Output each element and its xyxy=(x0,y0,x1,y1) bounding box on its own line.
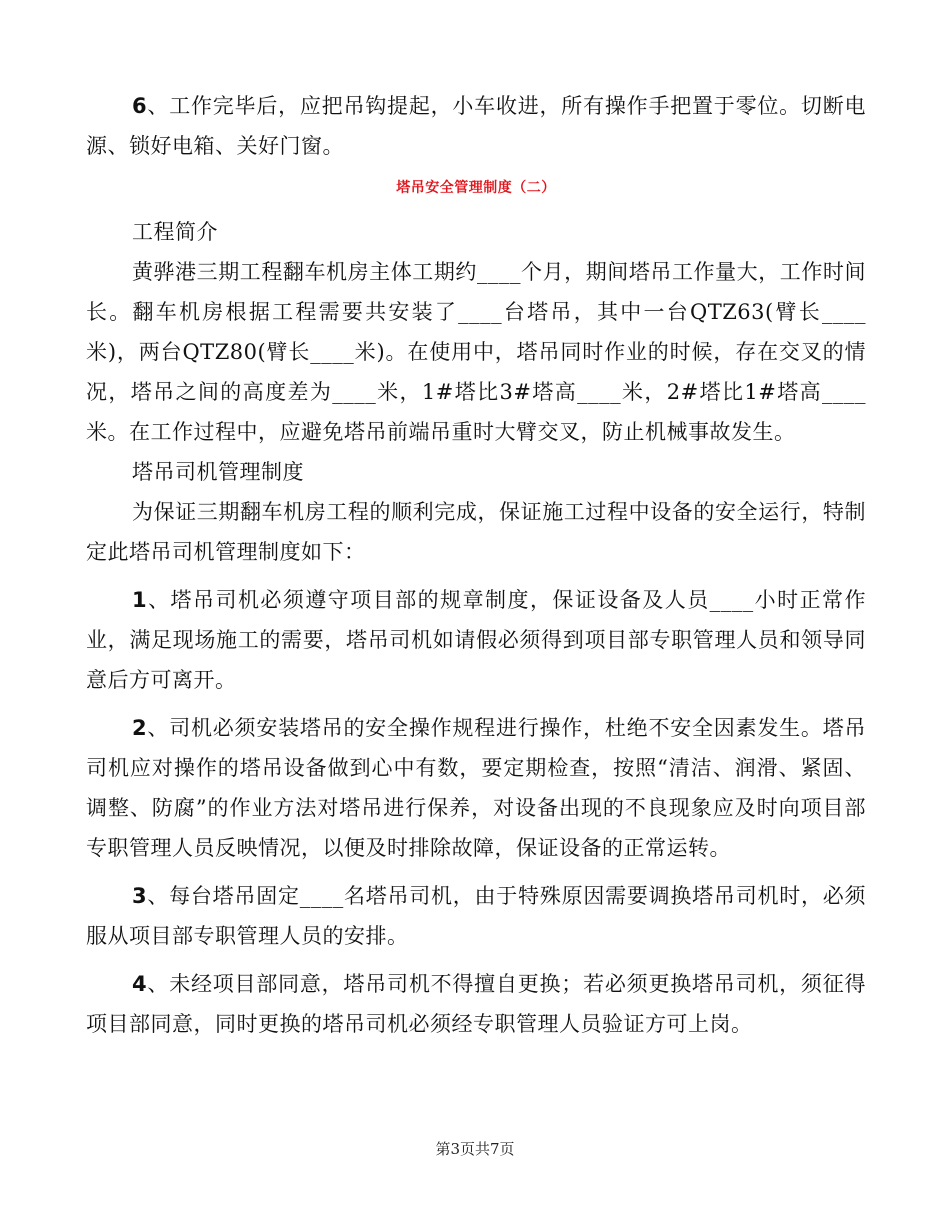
item-number: 1 xyxy=(132,588,148,612)
rule-text: 、塔吊司机必须遵守项目部的规章制度，保证设备及人员____小时正常作业，满足现场施工的需要，塔吊司机如请假必须得到项目部专职管理人员和领导同意后方可离开。 xyxy=(86,588,866,692)
rules-intro: 为保证三期翻车机房工程的顺利完成，保证施工过程中设备的安全运行，特制定此塔吊司机管理制度如下： xyxy=(86,500,866,564)
item-number: 2 xyxy=(132,716,148,740)
rules-title: 塔吊司机管理制度 xyxy=(132,460,304,484)
section-heading: 塔吊安全管理制度（二） xyxy=(396,180,556,196)
item-number: 3 xyxy=(132,884,148,908)
rule-item-2 xyxy=(86,708,866,868)
item-number: 6 xyxy=(132,94,148,118)
rule-item-1 xyxy=(86,580,866,700)
rule-text: 、司机必须安装塔吊的安全操作规程进行操作，杜绝不安全因素发生。塔吊司机应对操作的塔吊设备做到心中有数，要定期检查，按照“清洁、润滑、紧固、调整、防腐”的作业方法对塔吊进行保养，对设备出现的不良现象应及时向项目部专职管理人员反映情况，以便及时排除故障，保证设备的正常运转。 xyxy=(86,716,866,860)
item-number: 4 xyxy=(132,972,148,996)
page-footer: 第3页共7页 xyxy=(435,1140,515,1158)
paragraph-item-6 xyxy=(86,86,866,166)
rule-text: 、每台塔吊固定____名塔吊司机，由于特殊原因需要调换塔吊司机时，必须服从项目部专职管理人员的安排。 xyxy=(86,884,866,948)
paragraph-text: 、工作完毕后，应把吊钩提起，小车收进，所有操作手把置于零位。切断电源、锁好电箱、关好门窗。 xyxy=(86,94,866,158)
rule-text: 、未经项目部同意，塔吊司机不得擅自更换；若必须更换塔吊司机，须征得项目部同意，同时更换的塔吊司机必须经专职管理人员验证方可上岗。 xyxy=(86,972,866,1036)
intro-title: 工程简介 xyxy=(132,220,218,244)
document-body xyxy=(86,86,866,1044)
rule-item-4 xyxy=(86,964,866,1044)
intro-body: 黄骅港三期工程翻车机房主体工期约____个月，期间塔吊工作量大，工作时间长。翻车机房根据工程需要共安装了____台塔吊，其中一台QTZ63(臂长____米)，两台QTZ80(臂长____米)。在使用中，塔吊同时作业的时候，存在交叉的情况，塔吊之间的高度差为____米，1#塔比3#塔高____米，2#塔比1#塔高____米。在工作过程中，应避免塔吊前端吊重时大臂交叉，防止机械事故发生。 xyxy=(86,260,866,444)
rule-item-3 xyxy=(86,876,866,956)
